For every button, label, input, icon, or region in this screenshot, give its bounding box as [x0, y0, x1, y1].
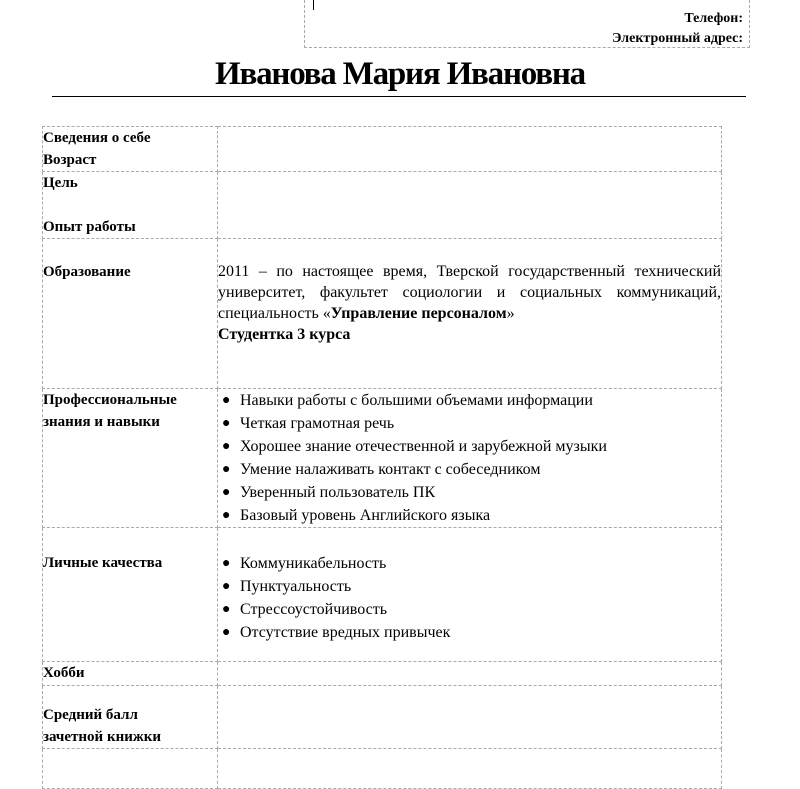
row-hobby: [43, 662, 722, 686]
skills-list: [218, 389, 721, 527]
label-skills-line2: знания и навыки: [43, 414, 160, 430]
education-text: 2011 – по настоящее время, Тверской государственный технический университет, факультет социологии и социальных коммуникаций, специальность «: [218, 263, 721, 322]
label-cell: [43, 686, 218, 749]
label-goal: Цель: [43, 175, 78, 191]
skill-item: [218, 504, 721, 527]
skill-item: [218, 389, 721, 412]
education-close-quote: »: [506, 305, 515, 322]
content-hobby[interactable]: [218, 662, 722, 686]
quality-item-text: Отсутствие вредных привычек: [240, 624, 451, 641]
label-experience: Опыт работы: [43, 219, 136, 235]
skill-item-text: Умение налаживать контакт с собеседником: [240, 461, 541, 478]
row-empty: [43, 749, 722, 789]
title-underline: [52, 96, 746, 97]
label-cell: [43, 662, 218, 686]
content-about[interactable]: [218, 127, 722, 172]
skill-item: [218, 481, 721, 504]
label-education: Образование: [43, 264, 131, 280]
label-cell: [43, 239, 218, 389]
label-age: Возраст: [43, 152, 97, 168]
content-education[interactable]: [218, 239, 722, 389]
label-cell: [43, 127, 218, 172]
label-gpa-line2: зачетной книжки: [43, 729, 162, 745]
label-cell: [43, 528, 218, 662]
content-skills[interactable]: [218, 389, 722, 528]
skill-item: [218, 458, 721, 481]
row-education: [43, 239, 722, 389]
content-personal[interactable]: [218, 528, 722, 662]
skill-item-text: Базовый уровень Английского языка: [240, 507, 491, 524]
bullet-icon: ●: [222, 625, 231, 640]
bullet-icon: ●: [222, 485, 231, 500]
content-gpa[interactable]: [218, 686, 722, 749]
education-status: Студентка 3 курса: [218, 326, 351, 343]
personal-qualities-list: [218, 552, 721, 644]
row-goal-experience: [43, 172, 722, 239]
contact-box: [304, 0, 750, 48]
quality-item: [218, 552, 721, 575]
label-about: Сведения о себе: [43, 130, 151, 146]
bullet-icon: ●: [222, 439, 231, 454]
skill-item: [218, 435, 721, 458]
skill-item-text: Уверенный пользователь ПК: [240, 484, 436, 501]
bullet-icon: ●: [222, 579, 231, 594]
bullet-icon: ●: [222, 393, 231, 408]
skill-item-text: Четкая грамотная речь: [240, 415, 395, 432]
content-empty[interactable]: [218, 749, 722, 789]
label-gpa-line1: Средний балл: [43, 707, 138, 723]
resume-table: [42, 126, 722, 789]
bullet-icon: ●: [222, 462, 231, 477]
email-label: Электронный адрес:: [611, 31, 743, 46]
label-cell: [43, 172, 218, 239]
label-personal: Личные качества: [43, 555, 163, 571]
phone-label: Телефон:: [684, 11, 743, 26]
bullet-icon: ●: [222, 508, 231, 523]
row-about: [43, 127, 722, 172]
row-personal: [43, 528, 722, 662]
quality-item-text: Стрессоустойчивость: [240, 601, 388, 618]
label-cell: [43, 749, 218, 789]
bullet-icon: ●: [222, 416, 231, 431]
education-description: [218, 261, 721, 324]
page-title: Иванова Мария Ивановна: [215, 56, 585, 92]
quality-item-text: Пунктуальность: [240, 578, 352, 595]
quality-item-text: Коммуникабельность: [240, 555, 387, 572]
quality-item: [218, 621, 721, 644]
bullet-icon: ●: [222, 602, 231, 617]
skill-item-text: Хорошее знание отечественной и зарубежной музыки: [240, 438, 607, 455]
content-goal-experience[interactable]: [218, 172, 722, 239]
label-skills-line1: Профессиональные: [43, 392, 177, 408]
label-hobby: Хобби: [43, 665, 85, 681]
row-skills: [43, 389, 722, 528]
row-gpa: [43, 686, 722, 749]
education-specialty: Управление персоналом: [330, 305, 507, 322]
spacer: [43, 194, 217, 216]
text-cursor: [313, 0, 314, 10]
bullet-icon: ●: [222, 556, 231, 571]
quality-item: [218, 575, 721, 598]
label-cell: [43, 389, 218, 528]
skill-item: [218, 412, 721, 435]
quality-item: [218, 598, 721, 621]
skill-item-text: Навыки работы с большими объемами информации: [240, 392, 593, 409]
